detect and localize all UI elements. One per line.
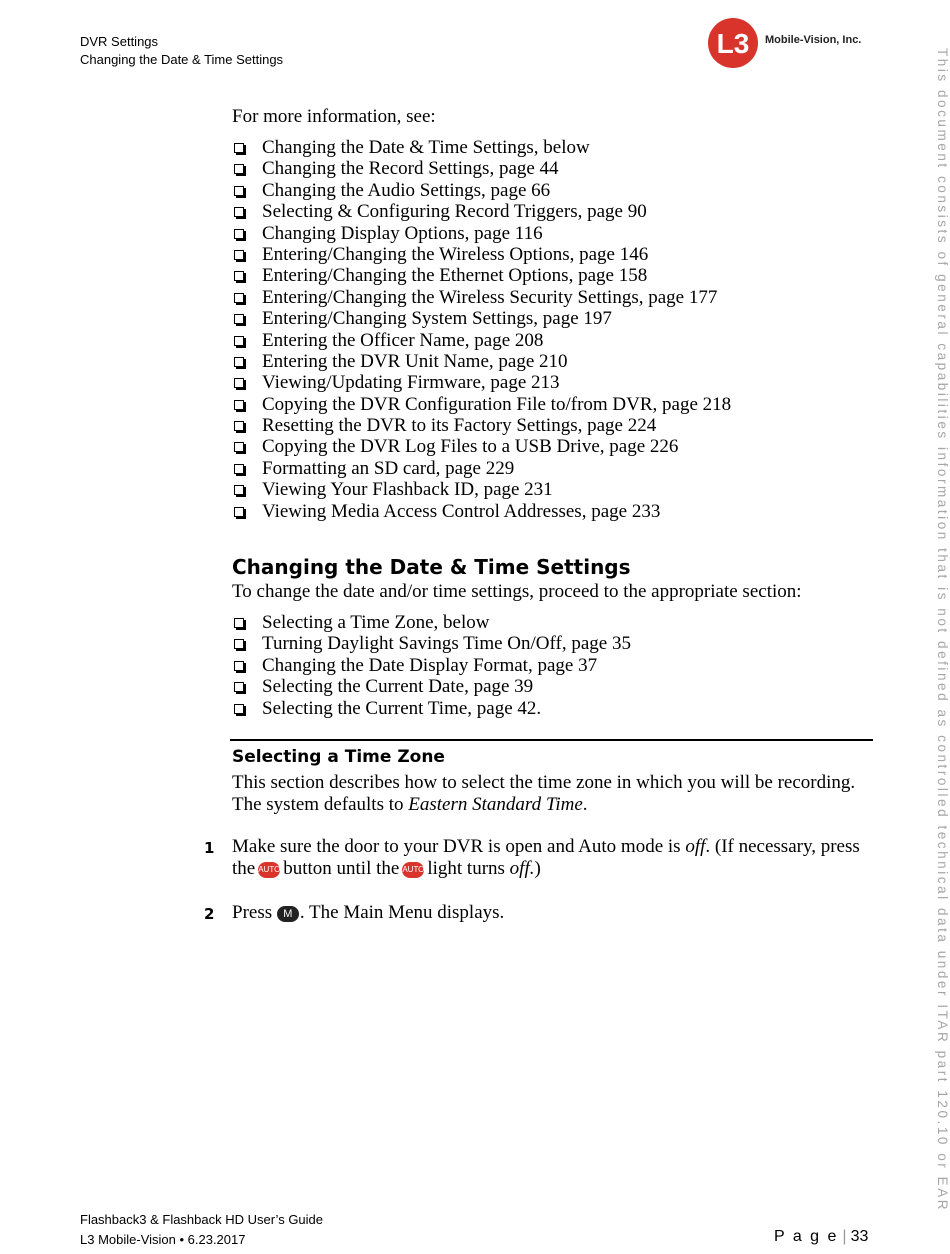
logo-text: Mobile-Vision, Inc.: [765, 34, 862, 46]
page-number-value: 33: [850, 1228, 869, 1245]
list-item: [232, 479, 731, 500]
list-item-text: Changing the Date Display Format, page 37: [262, 654, 598, 676]
list-item: [232, 676, 631, 697]
list-item-text: Changing the Record Settings, page 44: [262, 158, 559, 180]
section-divider: [230, 739, 873, 741]
checkbox-bullet-icon: [234, 704, 244, 714]
list-item: [232, 415, 731, 436]
default-timezone: Eastern Standard Time: [408, 793, 583, 815]
side-notice: This document consists of general capabilities information that is not defined as controlled technical data under ITAR part 120.10 or EAR: [935, 48, 950, 1213]
list-item: [232, 158, 731, 179]
checkbox-bullet-icon: [234, 507, 244, 517]
list-item: [232, 265, 731, 286]
step-2: [204, 902, 872, 924]
list-item-text: Turning Daylight Savings Time On/Off, page 35: [262, 633, 631, 655]
running-header: [80, 33, 283, 69]
list-item-text: Copying the DVR Log Files to a USB Drive, page 226: [262, 436, 679, 458]
checkbox-bullet-icon: [234, 271, 244, 281]
footer-title: Flashback3 & Flashback HD User’s Guide: [80, 1212, 324, 1227]
list-item-text: Entering/Changing the Wireless Security Settings, page 177: [262, 286, 718, 308]
list-item-text: Copying the DVR Configuration File to/from DVR, page 218: [262, 393, 732, 415]
subsection-body: [232, 772, 872, 815]
page-label: P a g e: [774, 1228, 839, 1245]
subsection-p2: The system defaults to Eastern Standard Time.: [232, 793, 588, 815]
footer-publisher: L3 Mobile-Vision • 6.23.2017: [80, 1232, 246, 1247]
checkbox-bullet-icon: [234, 442, 244, 452]
step-1-line-1: Make sure the door to your DVR is open and Auto mode is off. (If necessary, press: [232, 836, 860, 857]
header-subsection: Changing the Date & Time Settings: [80, 52, 284, 67]
list-item: [232, 308, 731, 329]
list-item: [232, 698, 631, 719]
list-item: [232, 137, 731, 158]
auto-light-icon: AUTO: [402, 862, 424, 878]
list-item-text: Selecting a Time Zone, below: [262, 612, 490, 633]
list-item: [232, 655, 631, 676]
list-item-text: Viewing/Updating Firmware, page 213: [262, 372, 560, 394]
list-item-text: Changing the Audio Settings, page 66: [262, 179, 551, 201]
section-list: [232, 612, 631, 719]
page-separator: |: [842, 1228, 847, 1245]
step-1-line-2: the AUTO button until the AUTO light turns off.): [232, 858, 541, 879]
checkbox-bullet-icon: [234, 464, 244, 474]
checkbox-bullet-icon: [234, 293, 244, 303]
list-item: [232, 330, 731, 351]
list-item: [232, 287, 731, 308]
checkbox-bullet-icon: [234, 164, 244, 174]
footer: [80, 1210, 323, 1250]
list-item-text: Changing Display Options, page 116: [262, 222, 543, 244]
page-number: [774, 1226, 868, 1248]
l3-logo-icon: [705, 17, 765, 69]
list-item-text: Viewing Your Flashback ID, page 231: [262, 479, 553, 501]
list-item-text: Changing the Date & Time Settings, below: [262, 137, 590, 158]
checkbox-bullet-icon: [234, 229, 244, 239]
list-item-text: Selecting & Configuring Record Triggers, page 90: [262, 201, 647, 223]
list-item-text: Entering the DVR Unit Name, page 210: [262, 350, 568, 372]
checkbox-bullet-icon: [234, 661, 244, 671]
list-item-text: Selecting the Current Time, page 42.: [262, 697, 542, 719]
checkbox-bullet-icon: [234, 682, 244, 692]
auto-button-icon: AUTO: [258, 862, 280, 878]
list-item: [232, 372, 731, 393]
list-item: [232, 244, 731, 265]
step-number: 1: [204, 839, 215, 857]
checkbox-bullet-icon: [234, 357, 244, 367]
checkbox-bullet-icon: [234, 207, 244, 217]
list-item-text: Viewing Media Access Control Addresses, page 233: [262, 500, 661, 522]
list-item-text: Formatting an SD card, page 229: [262, 457, 515, 479]
checkbox-bullet-icon: [234, 336, 244, 346]
list-item: [232, 201, 731, 222]
checkbox-bullet-icon: [234, 400, 244, 410]
list-item: [232, 633, 631, 654]
checkbox-bullet-icon: [234, 250, 244, 260]
list-item: [232, 436, 731, 457]
section-intro: To change the date and/or time settings, proceed to the appropriate section:: [232, 581, 802, 602]
checkbox-bullet-icon: [234, 314, 244, 324]
logo-mark: L3: [716, 28, 750, 59]
checkbox-bullet-icon: [234, 421, 244, 431]
section-title: Changing the Date & Time Settings: [232, 555, 631, 579]
checkbox-bullet-icon: [234, 143, 244, 153]
list-item-text: Entering/Changing the Ethernet Options, page 158: [262, 265, 648, 287]
list-item: [232, 180, 731, 201]
list-item: [232, 612, 631, 633]
intro-text: For more information, see:: [232, 106, 436, 127]
company-logo: [705, 17, 875, 69]
subsection-p1: This section describes how to select the time zone in which you will be recording.: [232, 772, 856, 793]
more-info-list: [232, 137, 731, 522]
list-item-text: Entering the Officer Name, page 208: [262, 329, 544, 351]
checkbox-bullet-icon: [234, 186, 244, 196]
list-item: [232, 458, 731, 479]
checkbox-bullet-icon: [234, 378, 244, 388]
checkbox-bullet-icon: [234, 639, 244, 649]
header-section: DVR Settings: [80, 34, 159, 49]
step-number: 2: [204, 905, 215, 923]
list-item-text: Selecting the Current Date, page 39: [262, 676, 534, 698]
checkbox-bullet-icon: [234, 485, 244, 495]
menu-button-icon: M: [277, 906, 299, 922]
list-item: [232, 223, 731, 244]
list-item-text: Entering/Changing the Wireless Options, page 146: [262, 243, 649, 265]
list-item: [232, 394, 731, 415]
step-2-line-1: Press M . The Main Menu displays.: [232, 902, 505, 923]
list-item: [232, 351, 731, 372]
list-item-text: Entering/Changing System Settings, page 197: [262, 308, 612, 330]
checkbox-bullet-icon: [234, 618, 244, 628]
list-item: [232, 501, 731, 522]
subsection-title: Selecting a Time Zone: [232, 747, 445, 767]
step-1: [204, 836, 872, 880]
list-item-text: Resetting the DVR to its Factory Settings, page 224: [262, 415, 657, 437]
